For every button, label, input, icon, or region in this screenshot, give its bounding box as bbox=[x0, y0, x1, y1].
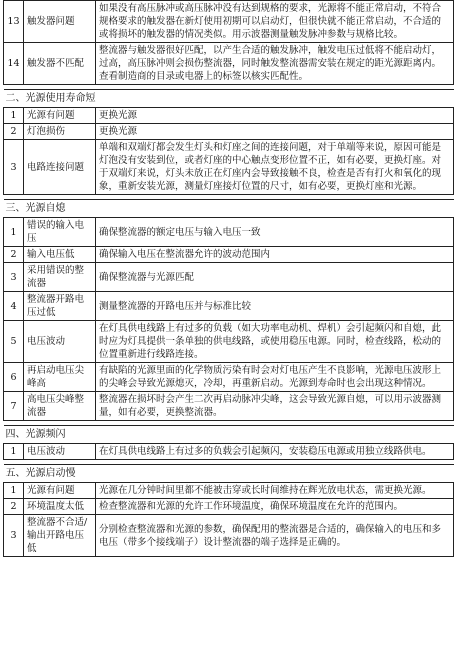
table-row bbox=[4, 483, 454, 499]
issue-remedy: 单端和双端灯都会发生灯头和灯座之间的连接问题，对于单端等来说，原因可能是灯泡没有安装到位，或者灯座的中心触点变形位置不正，如有必要，更换灯座。对于双端灯来说，灯头未放正在灯座内会导致接触不良，检查是否有打火和氧化的现象，重新安装光源，测量灯座接灯位置的尺寸，如有必要，更换灯座和光源。 bbox=[96, 140, 454, 195]
table-body bbox=[4, 1, 454, 557]
issue-remedy: 光源在几分钟时间里都不能被击穿或长时间维持在辉光放电状态，需更换光源。 bbox=[96, 483, 454, 499]
row-number: 1 bbox=[4, 108, 24, 124]
issue-name: 电路连接问题 bbox=[24, 140, 96, 195]
row-number: 1 bbox=[4, 444, 24, 460]
section-row bbox=[4, 465, 454, 483]
row-number: 3 bbox=[4, 140, 24, 195]
issue-name: 整流器开路电压过低 bbox=[24, 292, 96, 321]
table-row bbox=[4, 363, 454, 392]
row-number: 3 bbox=[4, 515, 24, 557]
issue-remedy: 分别检查整流器和光源的参数，确保配用的整流器是合适的，确保输入的电压和多电压（带多个接线端子）设计整流器的端子选择是正确的。 bbox=[96, 515, 454, 557]
issue-name: 错误的输入电压 bbox=[24, 218, 96, 247]
row-number: 7 bbox=[4, 392, 24, 421]
table-row bbox=[4, 140, 454, 195]
issue-remedy: 确保输入电压在整流器允许的波动范围内 bbox=[96, 247, 454, 263]
section-row bbox=[4, 90, 454, 108]
table-row bbox=[4, 499, 454, 515]
issue-remedy: 确保整流器与光源匹配 bbox=[96, 263, 454, 292]
section-row bbox=[4, 426, 454, 444]
issue-name: 整流器不合适/输出开路电压低 bbox=[24, 515, 96, 557]
issue-name: 电压波动 bbox=[24, 444, 96, 460]
issue-name: 输入电压低 bbox=[24, 247, 96, 263]
issue-name: 电压波动 bbox=[24, 321, 96, 363]
section-title: 三、光源自熄 bbox=[4, 200, 454, 218]
table-row bbox=[4, 444, 454, 460]
table-row bbox=[4, 1, 454, 43]
row-number: 2 bbox=[4, 124, 24, 140]
row-number: 4 bbox=[4, 292, 24, 321]
issue-name: 光源有问题 bbox=[24, 483, 96, 499]
row-number: 2 bbox=[4, 499, 24, 515]
issue-name: 触发器问题 bbox=[24, 1, 96, 43]
issue-remedy: 更换光源 bbox=[96, 124, 454, 140]
table-row bbox=[4, 263, 454, 292]
row-number: 6 bbox=[4, 363, 24, 392]
issue-remedy: 在灯具供电线路上有过多的负载（如大功率电动机、焊机）会引起频闪和自熄，此时应为灯具提供一条单独的供电线路，或使用稳压电源。同时，检查线路，松动的位置重新进行线路连接。 bbox=[96, 321, 454, 363]
issue-remedy: 在灯具供电线路上有过多的负载会引起频闪，安装稳压电源或用独立线路供电。 bbox=[96, 444, 454, 460]
row-number: 14 bbox=[4, 43, 24, 85]
table-row bbox=[4, 292, 454, 321]
table-row bbox=[4, 108, 454, 124]
issue-remedy: 更换光源 bbox=[96, 108, 454, 124]
table-row bbox=[4, 218, 454, 247]
issue-name: 采用错误的整流器 bbox=[24, 263, 96, 292]
issue-name: 环境温度太低 bbox=[24, 499, 96, 515]
troubleshooting-table bbox=[3, 0, 454, 557]
issue-remedy: 检查整流器和光源的允许工作环境温度，确保环境温度在允许的范围内。 bbox=[96, 499, 454, 515]
row-number: 1 bbox=[4, 218, 24, 247]
issue-name: 高电压尖峰整流器 bbox=[24, 392, 96, 421]
table-row bbox=[4, 43, 454, 85]
section-row bbox=[4, 200, 454, 218]
table-row bbox=[4, 392, 454, 421]
issue-remedy: 整流器在损坏时会产生二次再启动脉冲尖峰，这会导致光源自熄，可以用示波器测量，如有必要，更换整流器。 bbox=[96, 392, 454, 421]
section-title: 五、光源启动慢 bbox=[4, 465, 454, 483]
issue-remedy: 有缺陷的光源里面的化学物质污染有时会对灯电压产生不良影响，光源电压波形上的尖峰会导致光源熄灭，冷却，再重新启动。光源到寿命时也会出现这种情况。 bbox=[96, 363, 454, 392]
issue-remedy: 如果没有高压脉冲或高压脉冲没有达到规格的要求，光源将不能正常启动，不符合规格要求的触发器在新灯使用初期可以启动灯，但很快就不能正常启动，不合适的或将损坏的触发器的情况类似。用示波器测量触发脉冲参数与规格比较。 bbox=[96, 1, 454, 43]
row-number: 13 bbox=[4, 1, 24, 43]
row-number: 1 bbox=[4, 483, 24, 499]
issue-name: 光源有问题 bbox=[24, 108, 96, 124]
section-title: 二、光源使用寿命短 bbox=[4, 90, 454, 108]
table-row bbox=[4, 247, 454, 263]
issue-remedy: 整流器与触发器很好匹配，以产生合适的触发脉冲，触发电压过低将不能启动灯，过高，高压脉冲则会损伤整流器，同时触发整流器需安装在规定的距光源距离内。查看制造商的目录或电器上的标签以核实匹配性。 bbox=[96, 43, 454, 85]
issue-remedy: 确保整流器的额定电压与输入电压一致 bbox=[96, 218, 454, 247]
section-title: 四、光源频闪 bbox=[4, 426, 454, 444]
row-number: 2 bbox=[4, 247, 24, 263]
row-number: 3 bbox=[4, 263, 24, 292]
row-number: 5 bbox=[4, 321, 24, 363]
issue-name: 再启动电压尖峰高 bbox=[24, 363, 96, 392]
issue-name: 灯泡损伤 bbox=[24, 124, 96, 140]
table-row bbox=[4, 124, 454, 140]
table-row bbox=[4, 321, 454, 363]
table-row bbox=[4, 515, 454, 557]
issue-remedy: 测量整流器的开路电压并与标准比较 bbox=[96, 292, 454, 321]
issue-name: 触发器不匹配 bbox=[24, 43, 96, 85]
